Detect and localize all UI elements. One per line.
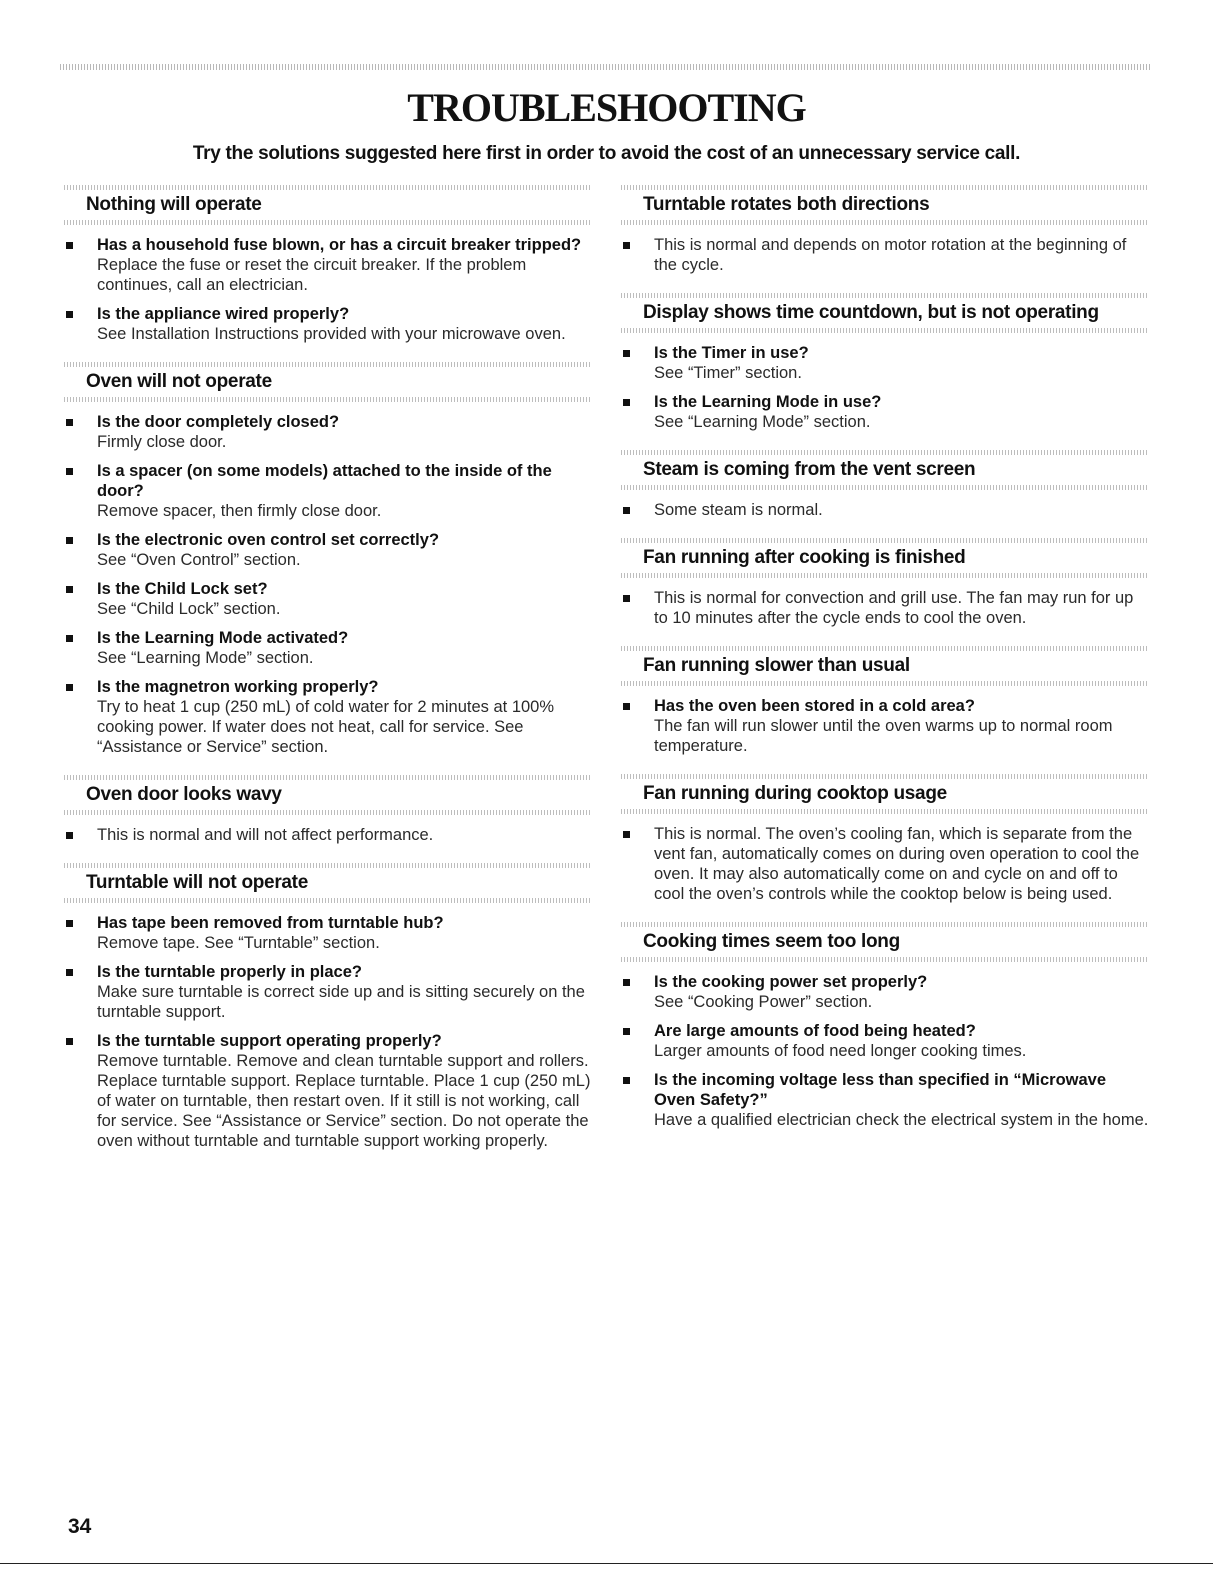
square-bullet-icon — [623, 1028, 630, 1035]
section-fan-running-during-cooktop-usage — [621, 774, 1149, 922]
square-bullet-icon — [623, 1077, 630, 1084]
section-heading: Display shows time countdown, but is not operating — [621, 293, 1149, 333]
section-cooking-times-seem-too-long — [621, 922, 1149, 1148]
item-list — [621, 490, 1149, 538]
list-item — [64, 412, 592, 452]
list-item — [64, 628, 592, 668]
list-item — [64, 962, 592, 1022]
answer-text: This is normal. The oven’s cooling fan, which is separate from the vent fan, automatically comes on during oven operation to cool the oven. It may also automatically come on and cycle on and off to cool the oven’s controls while the cooktop below is being used. — [654, 825, 1140, 903]
square-bullet-icon — [66, 419, 73, 426]
item-list — [621, 333, 1149, 450]
question-text: Are large amounts of food being heated? — [654, 1022, 976, 1040]
section-heading: Oven will not operate — [64, 362, 592, 402]
answer-text: See Installation Instructions provided with your microwave oven. — [97, 325, 566, 343]
list-item — [621, 392, 1149, 432]
right-column — [621, 185, 1149, 1148]
answer-text: Try to heat 1 cup (250 mL) of cold water for 2 minutes at 100% cooking power. If water does not heat, call for service. See “Assistance or Service” section. — [97, 698, 555, 756]
page-number: 34 — [68, 1515, 92, 1538]
answer-text: Have a qualified electrician check the electrical system in the home. — [654, 1111, 1149, 1129]
square-bullet-icon — [66, 468, 73, 475]
square-bullet-icon — [623, 242, 630, 249]
list-item — [64, 304, 592, 344]
item-list — [64, 402, 592, 775]
section-heading: Nothing will operate — [64, 185, 592, 225]
square-bullet-icon — [623, 703, 630, 710]
square-bullet-icon — [66, 586, 73, 593]
square-bullet-icon — [66, 684, 73, 691]
section-heading: Oven door looks wavy — [64, 775, 592, 815]
question-text: Has the oven been stored in a cold area? — [654, 697, 975, 715]
section-fan-running-after-cooking-is-finished — [621, 538, 1149, 646]
list-item — [621, 1021, 1149, 1061]
answer-text: See “Child Lock” section. — [97, 600, 281, 618]
list-item — [621, 696, 1149, 756]
section-turntable-will-not-operate — [64, 863, 592, 1169]
section-heading: Steam is coming from the vent screen — [621, 450, 1149, 490]
answer-text: This is normal and depends on motor rotation at the beginning of the cycle. — [654, 236, 1127, 274]
bottom-rule — [0, 1563, 1213, 1564]
square-bullet-icon — [623, 979, 630, 986]
answer-text: See “Oven Control” section. — [97, 551, 301, 569]
square-bullet-icon — [66, 311, 73, 318]
answer-text: This is normal and will not affect performance. — [97, 826, 434, 844]
answer-text: Larger amounts of food need longer cooking times. — [654, 1042, 1027, 1060]
item-list — [621, 962, 1149, 1148]
section-heading: Fan running during cooktop usage — [621, 774, 1149, 814]
list-item — [621, 1070, 1149, 1130]
list-item — [64, 913, 592, 953]
question-text: Has tape been removed from turntable hub? — [97, 914, 444, 932]
item-list — [64, 815, 592, 863]
answer-text: See “Cooking Power” section. — [654, 993, 873, 1011]
item-list — [64, 225, 592, 362]
item-list — [621, 686, 1149, 774]
question-text: Is the appliance wired properly? — [97, 305, 350, 323]
item-list — [64, 903, 592, 1169]
list-item — [64, 825, 592, 845]
square-bullet-icon — [623, 595, 630, 602]
list-item — [621, 972, 1149, 1012]
section-fan-running-slower-than-usual — [621, 646, 1149, 774]
question-text: Is the cooking power set properly? — [654, 973, 928, 991]
question-text: Is the door completely closed? — [97, 413, 340, 431]
section-heading: Turntable will not operate — [64, 863, 592, 903]
square-bullet-icon — [66, 242, 73, 249]
section-heading: Fan running after cooking is finished — [621, 538, 1149, 578]
list-item — [64, 461, 592, 521]
square-bullet-icon — [623, 831, 630, 838]
question-text: Is the Timer in use? — [654, 344, 809, 362]
list-item — [621, 235, 1149, 275]
list-item — [621, 588, 1149, 628]
section-steam-is-coming-from-the-vent-screen — [621, 450, 1149, 538]
answer-text: See “Learning Mode” section. — [97, 649, 314, 667]
square-bullet-icon — [66, 832, 73, 839]
answer-text: The fan will run slower until the oven warms up to normal room temperature. — [654, 717, 1113, 755]
square-bullet-icon — [66, 1038, 73, 1045]
intro-text: Try the solutions suggested here first in order to avoid the cost of an unnecessary service call. — [192, 143, 1021, 164]
list-item — [621, 824, 1149, 904]
section-display-shows-time-countdown-but-is-not-operating — [621, 293, 1149, 450]
question-text: Is the Learning Mode activated? — [97, 629, 349, 647]
section-turntable-rotates-both-directions — [621, 185, 1149, 293]
item-list — [621, 225, 1149, 293]
list-item — [64, 579, 592, 619]
section-nothing-will-operate — [64, 185, 592, 362]
answer-text: Firmly close door. — [97, 433, 227, 451]
question-text: Is the electronic oven control set correctly? — [97, 531, 440, 549]
question-text: Is the turntable properly in place? — [97, 963, 362, 981]
section-heading: Fan running slower than usual — [621, 646, 1149, 686]
list-item — [64, 530, 592, 570]
answer-text: Make sure turntable is correct side up and is sitting securely on the turntable support. — [97, 983, 585, 1021]
answer-text: See “Learning Mode” section. — [654, 413, 871, 431]
square-bullet-icon — [66, 635, 73, 642]
item-list — [621, 578, 1149, 646]
question-text: Is the Learning Mode in use? — [654, 393, 882, 411]
answer-text: See “Timer” section. — [654, 364, 802, 382]
section-heading: Turntable rotates both directions — [621, 185, 1149, 225]
square-bullet-icon — [66, 969, 73, 976]
item-list — [621, 814, 1149, 922]
section-oven-will-not-operate — [64, 362, 592, 775]
answer-text: Remove tape. See “Turntable” section. — [97, 934, 380, 952]
list-item — [64, 235, 592, 295]
question-text: Is the magnetron working properly? — [97, 678, 379, 696]
square-bullet-icon — [623, 399, 630, 406]
list-item — [621, 500, 1149, 520]
list-item — [64, 1031, 592, 1151]
left-column — [64, 185, 592, 1169]
list-item — [64, 677, 592, 757]
square-bullet-icon — [623, 350, 630, 357]
square-bullet-icon — [66, 920, 73, 927]
page-title: TROUBLESHOOTING — [407, 85, 806, 130]
question-text: Has a household fuse blown, or has a circuit breaker tripped? — [97, 236, 582, 254]
answer-text: Replace the fuse or reset the circuit breaker. If the problem continues, call an electrician. — [97, 256, 527, 294]
answer-text: Remove turntable. Remove and clean turntable support and rollers. Replace turntable support. Replace turntable. Place 1 cup (250 mL) of water on turntable, then restart oven. If it still is not working, call for service. See “Assistance or Service” section. Do not operate the oven without turntable and turntable support working properly. — [97, 1052, 591, 1150]
list-item — [621, 343, 1149, 383]
question-text: Is the incoming voltage less than specified in “Microwave Oven Safety?” — [654, 1071, 1107, 1109]
question-text: Is a spacer (on some models) attached to the inside of the door? — [97, 462, 552, 500]
answer-text: Some steam is normal. — [654, 501, 823, 519]
question-text: Is the turntable support operating properly? — [97, 1032, 442, 1050]
section-oven-door-looks-wavy — [64, 775, 592, 863]
square-bullet-icon — [66, 537, 73, 544]
question-text: Is the Child Lock set? — [97, 580, 268, 598]
square-bullet-icon — [623, 507, 630, 514]
section-heading: Cooking times seem too long — [621, 922, 1149, 962]
top-dotted-rule — [60, 64, 1150, 70]
answer-text: Remove spacer, then firmly close door. — [97, 502, 382, 520]
answer-text: This is normal for convection and grill use. The fan may run for up to 10 minutes after the cycle ends to cool the oven. — [654, 589, 1134, 627]
